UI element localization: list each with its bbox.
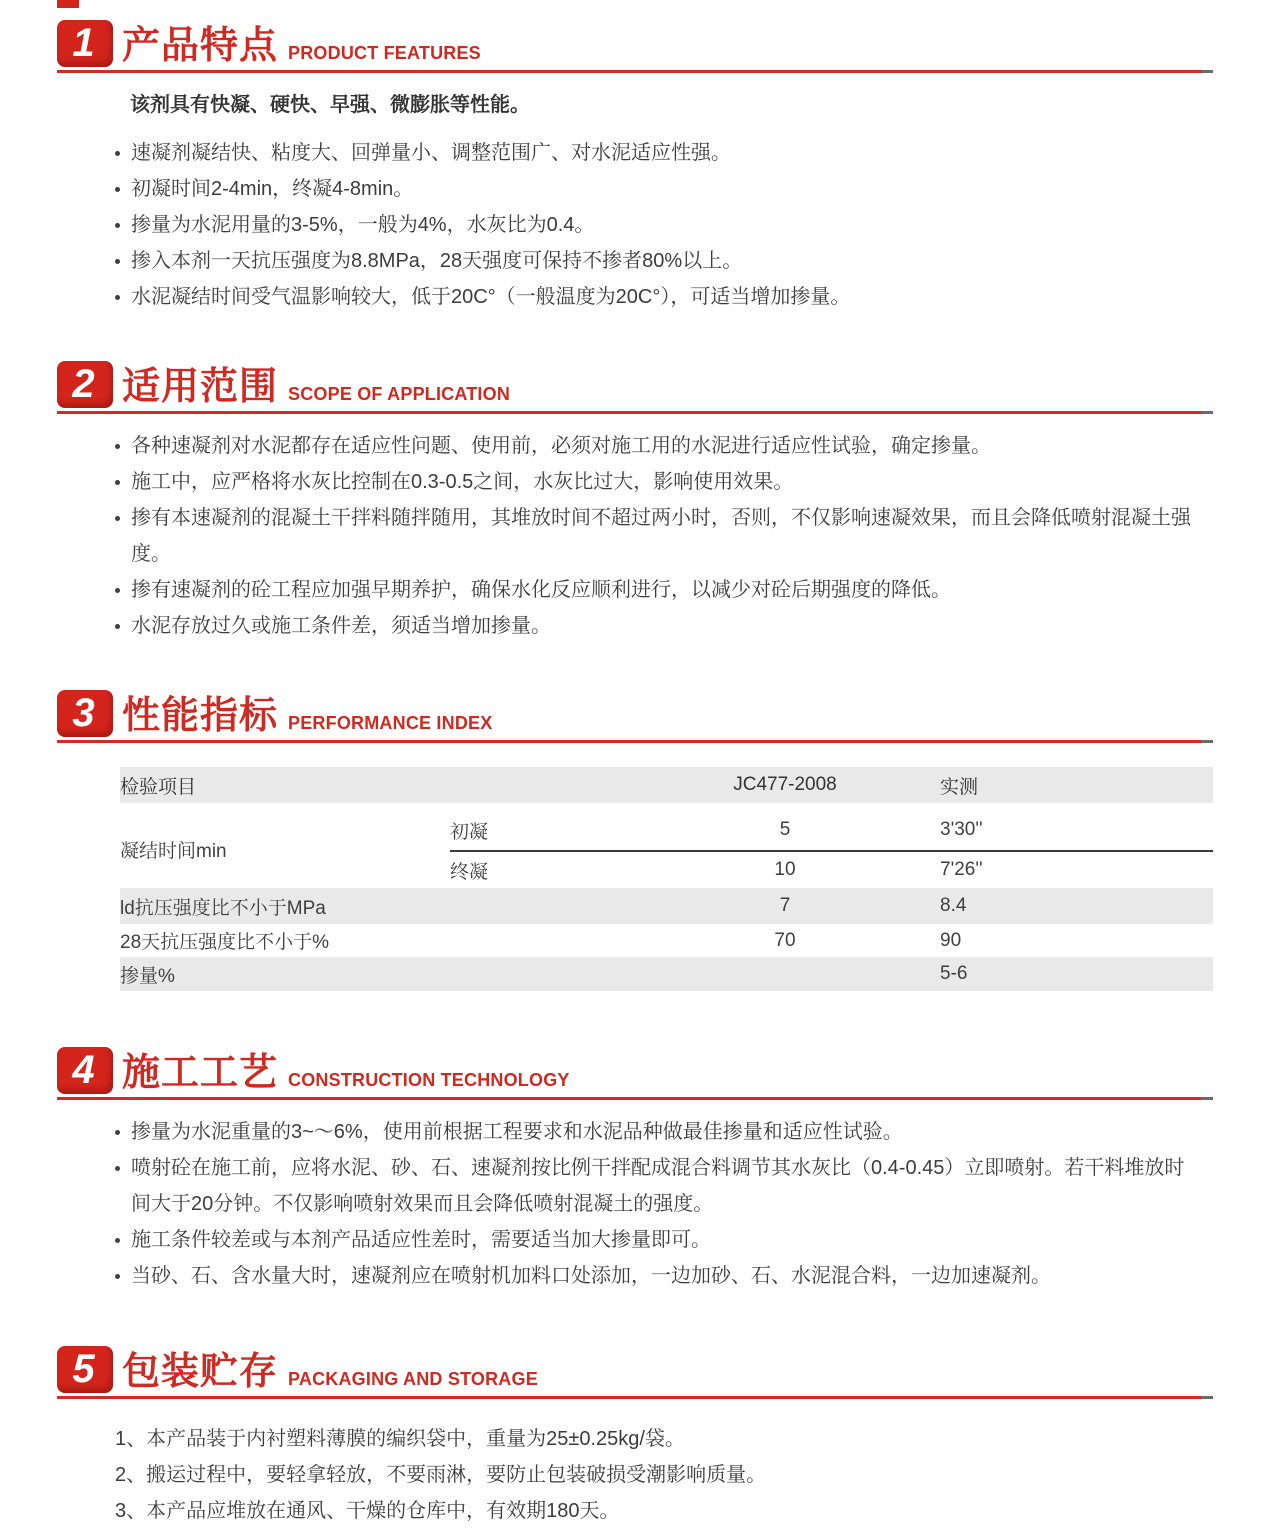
row-label: 凝结时间min (120, 840, 227, 862)
row-label: ld抗压强度比不小于MPa (120, 888, 630, 924)
table-row (120, 807, 1213, 852)
section-title: 包装贮存 (122, 1351, 279, 1393)
row-sublabel: 终凝 (450, 851, 630, 888)
standard-value (630, 957, 940, 991)
measured-value: 3'30'' (940, 819, 983, 840)
bullet-list (0, 414, 1280, 644)
section-header (57, 1047, 1280, 1094)
bullet-dot-icon (115, 259, 120, 264)
rule-end-cap (1201, 411, 1213, 414)
section-rule (57, 411, 1213, 414)
table-row (120, 924, 1213, 957)
section-rule (57, 70, 1213, 73)
column-header-sub (450, 767, 630, 807)
rule-end-cap (1201, 740, 1213, 743)
bullet-text: 掺有速凝剂的砼工程应加强早期养护，确保水化反应顺利进行，以减少对砼后期强度的降低。 (131, 579, 951, 601)
bullet-item (115, 1150, 1280, 1222)
bullet-dot-icon (115, 295, 120, 300)
section-number-badge: 3 (57, 690, 113, 737)
section-number-badge: 2 (57, 361, 113, 408)
bullet-item (115, 243, 1280, 279)
row-sublabel: 初凝 (450, 821, 489, 843)
measured-value: 5-6 (940, 957, 1213, 991)
bullet-dot-icon (115, 588, 120, 593)
bullet-item (115, 171, 1280, 207)
section-product-features (0, 20, 1280, 315)
bullet-dot-icon (115, 223, 120, 228)
bullet-dot-icon (115, 480, 120, 485)
section-title: 适用范围 (122, 366, 279, 408)
bullet-item (115, 135, 1280, 171)
bullet-text: 各种速凝剂对水泥都存在适应性问题、使用前，必须对施工用的水泥进行适应性试验，确定掺量。 (131, 435, 991, 457)
section-rule (57, 1097, 1213, 1100)
bullet-text: 掺量为水泥重量的3~～6%，使用前根据工程要求和水泥品种做最佳掺量和适应性试验。 (131, 1121, 903, 1143)
bullet-item (115, 1114, 1280, 1150)
bullet-item (115, 464, 1280, 500)
bullet-text: 施工中，应严格将水灰比控制在0.3-0.5之间，水灰比过大，影响使用效果。 (131, 471, 794, 493)
bullet-dot-icon (115, 1238, 120, 1243)
standard-value: 7 (630, 888, 940, 924)
section-subtitle: CONSTRUCTION TECHNOLOGY (288, 1070, 570, 1090)
numbered-item: 2、搬运过程中，要轻拿轻放，不要雨淋，要防止包装破损受潮影响质量。 (115, 1464, 767, 1486)
numbered-item: 3、本产品应堆放在通风、干燥的仓库中，有效期180天。 (115, 1500, 620, 1522)
bullet-item (115, 500, 1280, 572)
table-row (120, 957, 1213, 991)
bullet-text: 施工条件较差或与本剂产品适应性差时，需要适当加大掺量即可。 (131, 1229, 711, 1251)
section-number-badge: 5 (57, 1346, 113, 1393)
column-header-item: 检验项目 (120, 767, 450, 807)
section-header (57, 361, 1280, 408)
page-top-red-mark (57, 0, 79, 8)
section-title: 性能指标 (122, 695, 279, 737)
section-subtitle: SCOPE OF APPLICATION (288, 384, 511, 404)
numbered-item: 1、本产品装于内衬塑料薄膜的编织袋中，重量为25±0.25kg/袋。 (115, 1428, 685, 1450)
bullet-dot-icon (115, 624, 120, 629)
standard-value: 70 (774, 929, 796, 951)
bullet-dot-icon (115, 444, 120, 449)
rule-end-cap (1201, 1396, 1213, 1399)
column-header-standard: JC477-2008 (630, 767, 940, 807)
bullet-text: 速凝剂凝结快、粘度大、回弹量小、调整范围广、对水泥适应性强。 (131, 142, 731, 164)
bullet-text: 掺量为水泥用量的3-5%，一般为4%，水灰比为0.4。 (131, 214, 595, 236)
section-packaging-and-storage (0, 1346, 1280, 1529)
performance-index-table (120, 767, 1213, 991)
section-intro: 该剂具有快凝、硬快、早强、微膨胀等性能。 (130, 94, 530, 116)
bullet-dot-icon (115, 151, 120, 156)
numbered-list (0, 1399, 1280, 1529)
measured-value: 7'26'' (940, 851, 1213, 888)
measured-value: 90 (940, 929, 962, 951)
bullet-text: 掺有本速凝剂的混凝土干拌料随拌随用，其堆放时间不超过两小时，否则，不仅影响速凝效果，而且会降低喷射混凝土强度。 (131, 507, 1191, 565)
rule-end-cap (1201, 1097, 1213, 1100)
bullet-item (115, 572, 1280, 608)
section-subtitle: PERFORMANCE INDEX (288, 713, 493, 733)
bullet-item (115, 1222, 1280, 1258)
bullet-item (115, 428, 1280, 464)
bullet-item (115, 1258, 1280, 1294)
bullet-dot-icon (115, 1274, 120, 1279)
section-title: 产品特点 (122, 25, 279, 67)
bullet-list (0, 1100, 1280, 1294)
row-label: 掺量% (120, 957, 630, 991)
bullet-text: 当砂、石、含水量大时，速凝剂应在喷射机加料口处添加，一边加砂、石、水泥混合料，一边加速凝剂。 (131, 1265, 1051, 1287)
section-rule (57, 1396, 1213, 1399)
bullet-dot-icon (115, 1130, 120, 1135)
section-subtitle: PACKAGING AND STORAGE (288, 1369, 538, 1389)
section-number-badge: 4 (57, 1047, 113, 1094)
standard-value: 10 (630, 851, 940, 888)
bullet-dot-icon (115, 1166, 120, 1171)
row-label: 28天抗压强度比不小于% (120, 932, 330, 953)
bullet-text: 初凝时间2-4min，终凝4-8min。 (131, 178, 414, 200)
bullet-item (115, 207, 1280, 243)
bullet-text: 水泥凝结时间受气温影响较大，低于20C°（一般温度为20C°），可适当增加掺量。 (131, 286, 851, 308)
section-subtitle: PRODUCT FEATURES (288, 43, 481, 63)
bullet-text: 掺入本剂一天抗压强度为8.8MPa，28天强度可保持不掺者80%以上。 (131, 250, 743, 272)
rule-end-cap (1201, 70, 1213, 73)
bullet-dot-icon (115, 516, 120, 521)
table-row (120, 888, 1213, 924)
section-title: 施工工艺 (122, 1052, 279, 1094)
section-construction-technology (0, 1047, 1280, 1294)
bullet-item (115, 279, 1280, 315)
bullet-text: 水泥存放过久或施工条件差，须适当增加掺量。 (131, 615, 551, 637)
section-header (57, 1346, 1280, 1393)
column-header-measured: 实测 (940, 767, 1213, 807)
bullet-list (0, 123, 1280, 315)
section-rule (57, 740, 1213, 743)
section-number-badge: 1 (57, 20, 113, 67)
section-header (57, 20, 1280, 67)
table-header-row (120, 767, 1213, 807)
standard-value: 5 (779, 819, 791, 840)
section-performance-index (0, 690, 1280, 991)
bullet-text: 喷射砼在施工前，应将水泥、砂、石、速凝剂按比例干拌配成混合料调节其水灰比（0.4-0.45）立即喷射。若干料堆放时间大于20分钟。不仅影响喷射效果而且会降低喷射混凝土的强度。 (131, 1157, 1185, 1215)
bullet-dot-icon (115, 187, 120, 192)
measured-value: 8.4 (940, 888, 1213, 924)
bullet-item (115, 608, 1280, 644)
section-header (57, 690, 1280, 737)
section-scope-of-application (0, 361, 1280, 644)
